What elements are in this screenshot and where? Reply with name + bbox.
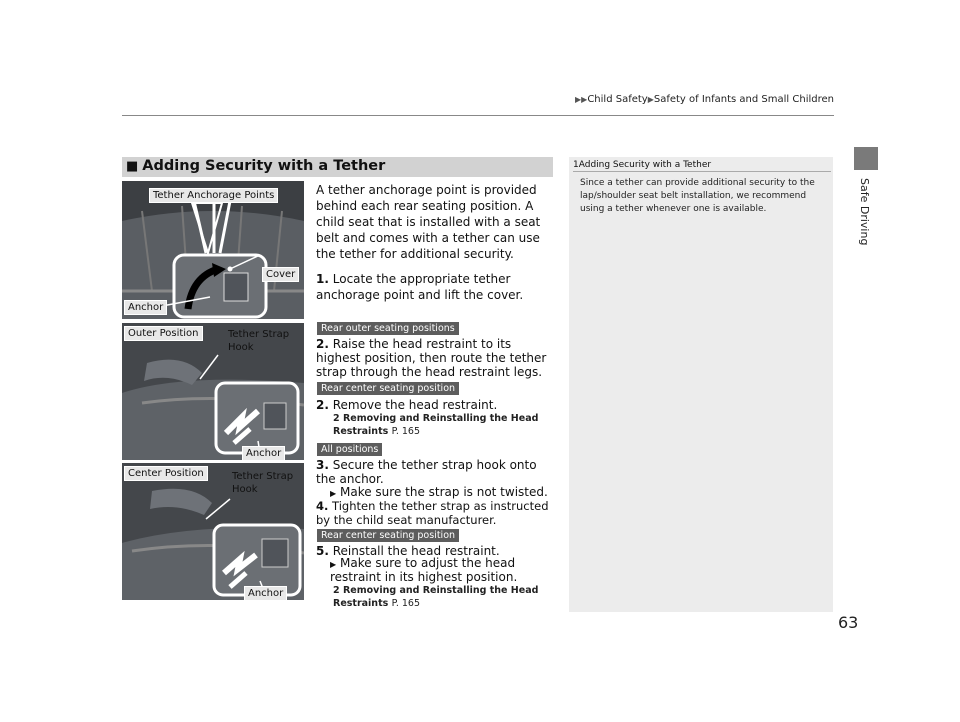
reference-icon: 2 xyxy=(333,413,340,424)
step-5-sub: ▶ Make sure to adjust the head restraint in its highest position. xyxy=(330,556,518,584)
step-2-center: 2. Remove the head restraint. xyxy=(316,398,498,412)
image-label: Hook xyxy=(232,484,258,495)
tether-anchorage-illustration xyxy=(122,181,304,319)
section-title: ■ Adding Security with a Tether xyxy=(126,158,386,174)
chapter-label: Safe Driving xyxy=(858,178,871,246)
page-number: 63 xyxy=(838,613,859,632)
arrow-icon: ▶ xyxy=(330,489,337,498)
image-label: Anchor xyxy=(242,446,285,460)
image-label: Tether Strap xyxy=(232,471,294,482)
arrow-icon: ▶ xyxy=(647,95,654,104)
note-icon: 1 xyxy=(573,160,579,170)
image-label: Hook xyxy=(228,342,254,353)
step-1: 1. Locate the appropriate tether anchorage point and lift the cover. xyxy=(316,272,524,302)
center-position-illustration xyxy=(122,463,304,600)
arrow-icon: ▶ xyxy=(330,560,337,569)
image-label: Anchor xyxy=(244,586,287,600)
outer-position-illustration xyxy=(122,323,304,460)
image-label: Tether Strap xyxy=(228,329,290,340)
note-divider xyxy=(573,171,831,172)
square-bullet-icon: ■ xyxy=(126,159,139,174)
image-label: Cover xyxy=(262,267,299,282)
seat-position-tag: Rear center seating position xyxy=(317,529,459,542)
step-2-outer: 2. Raise the head restraint to its highest position, then route the tether strap through the head restraint legs. xyxy=(316,337,547,379)
seat-position-tag: Rear center seating position xyxy=(317,382,459,395)
intro-paragraph: A tether anchorage point is provided behind each rear seating position. A child seat that is installed with a seat belt and comes with a tether can use the tether for additional security. xyxy=(316,183,541,261)
image-label: Anchor xyxy=(124,300,167,315)
step-3-sub: ▶ Make sure the strap is not twisted. xyxy=(330,485,548,499)
image-label: Center Position xyxy=(124,466,208,481)
chapter-tab xyxy=(854,147,878,170)
note-title: 1Adding Security with a Tether xyxy=(573,160,712,170)
image-label: Tether Anchorage Points xyxy=(149,188,278,203)
step-4: 4. Tighten the tether strap as instructed by the child seat manufacturer. xyxy=(316,499,549,527)
step-5: 5. Reinstall the head restraint. xyxy=(316,544,500,558)
center-seat-drawing xyxy=(122,463,304,600)
breadcrumb xyxy=(575,94,834,105)
breadcrumb-item[interactable]: Child Safety xyxy=(587,94,648,105)
seat-position-tag: All positions xyxy=(317,443,382,456)
cross-reference[interactable]: 2 Removing and Reinstalling the Head Restraints P. 165 xyxy=(333,585,539,609)
header-divider xyxy=(122,115,834,116)
double-arrow-icon: ▶▶ xyxy=(575,95,588,104)
image-label: Outer Position xyxy=(124,326,203,341)
note-panel xyxy=(569,157,833,612)
seat-position-tag: Rear outer seating positions xyxy=(317,322,459,335)
step-3: 3. Secure the tether strap hook onto the anchor. xyxy=(316,458,537,486)
note-text: Since a tether can provide additional security to the lap/shoulder seat belt installation, we recommend using a tether whenever one is available. xyxy=(580,178,815,214)
breadcrumb-item[interactable]: Safety of Infants and Small Children xyxy=(653,94,834,105)
cross-reference[interactable]: 2 Removing and Reinstalling the Head Restraints P. 165 xyxy=(333,413,539,437)
reference-icon: 2 xyxy=(333,585,340,596)
outer-seat-drawing xyxy=(122,323,304,460)
